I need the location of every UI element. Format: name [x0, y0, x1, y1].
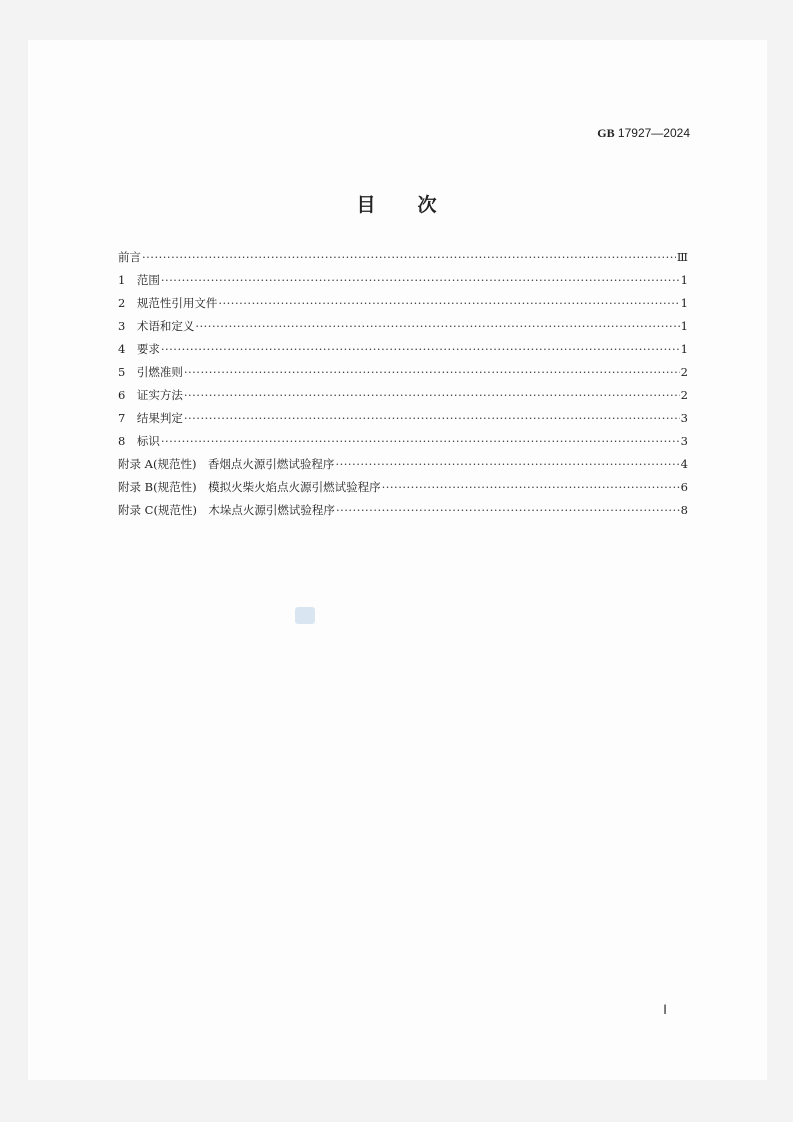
standard-prefix: GB	[597, 126, 615, 140]
dot-leader	[142, 250, 676, 264]
toc-entry-label: 附录 A(规范性) 香烟点火源引燃试验程序	[118, 457, 335, 471]
toc-entry-page: 1	[680, 296, 688, 310]
dot-leader	[184, 411, 680, 425]
dot-leader	[184, 388, 680, 402]
toc-entry-appendix-c[interactable]	[118, 502, 688, 525]
page-number: Ⅰ	[663, 1002, 667, 1017]
toc-entry-label: 附录 C(规范性) 木垛点火源引燃试验程序	[118, 503, 335, 517]
toc-entry-3[interactable]	[118, 318, 688, 341]
toc-entry-label: 8 标识	[118, 434, 160, 448]
dot-leader	[382, 480, 680, 494]
toc-entry-4[interactable]	[118, 341, 688, 364]
toc-entry-label: 1 范围	[118, 273, 160, 287]
toc-entry-page: Ⅲ	[676, 250, 688, 264]
toc-entry-label: 4 要求	[118, 342, 160, 356]
dot-leader	[336, 503, 680, 517]
toc-entry-page: 1	[680, 273, 688, 287]
toc-entry-page: 6	[680, 480, 688, 494]
dot-leader	[161, 434, 680, 448]
standard-number	[596, 126, 690, 141]
dot-leader	[218, 296, 679, 310]
toc-entry-5[interactable]	[118, 364, 688, 387]
toc-entry-page: 3	[680, 434, 688, 448]
toc-entry-foreword[interactable]	[118, 249, 688, 272]
toc-entry-label: 6 证实方法	[118, 388, 183, 402]
page-title: 目次	[356, 194, 479, 216]
toc-entry-label: 5 引燃准则	[118, 365, 183, 379]
toc-entry-6[interactable]	[118, 387, 688, 410]
toc-entry-page: 8	[680, 503, 688, 517]
standard-code: 17927—2024	[617, 126, 690, 140]
dot-leader	[335, 457, 679, 471]
toc-entry-8[interactable]	[118, 433, 688, 456]
toc-entry-page: 4	[680, 457, 688, 471]
toc-entry-page: 2	[680, 388, 688, 402]
watermark-logo-icon	[295, 607, 315, 624]
toc-entry-page: 3	[680, 411, 688, 425]
toc-entry-label: 前言	[118, 250, 141, 264]
dot-leader	[184, 365, 680, 379]
toc-entry-label: 附录 B(规范性) 模拟火柴火焰点火源引燃试验程序	[118, 480, 381, 494]
toc-entry-page: 2	[680, 365, 688, 379]
toc-entry-2[interactable]	[118, 295, 688, 318]
toc-entry-7[interactable]	[118, 410, 688, 433]
dot-leader	[161, 273, 680, 287]
dot-leader	[161, 342, 680, 356]
toc-entry-page: 1	[680, 319, 688, 333]
toc-entry-1[interactable]	[118, 272, 688, 295]
toc-entry-page: 1	[680, 342, 688, 356]
toc-entry-appendix-b[interactable]	[118, 479, 688, 502]
dot-leader	[195, 319, 679, 333]
toc-entry-label: 7 结果判定	[118, 411, 183, 425]
toc-entry-label: 2 规范性引用文件	[118, 296, 218, 310]
toc-entry-appendix-a[interactable]	[118, 456, 688, 479]
table-of-contents	[118, 249, 688, 525]
toc-entry-label: 3 术语和定义	[118, 319, 195, 333]
